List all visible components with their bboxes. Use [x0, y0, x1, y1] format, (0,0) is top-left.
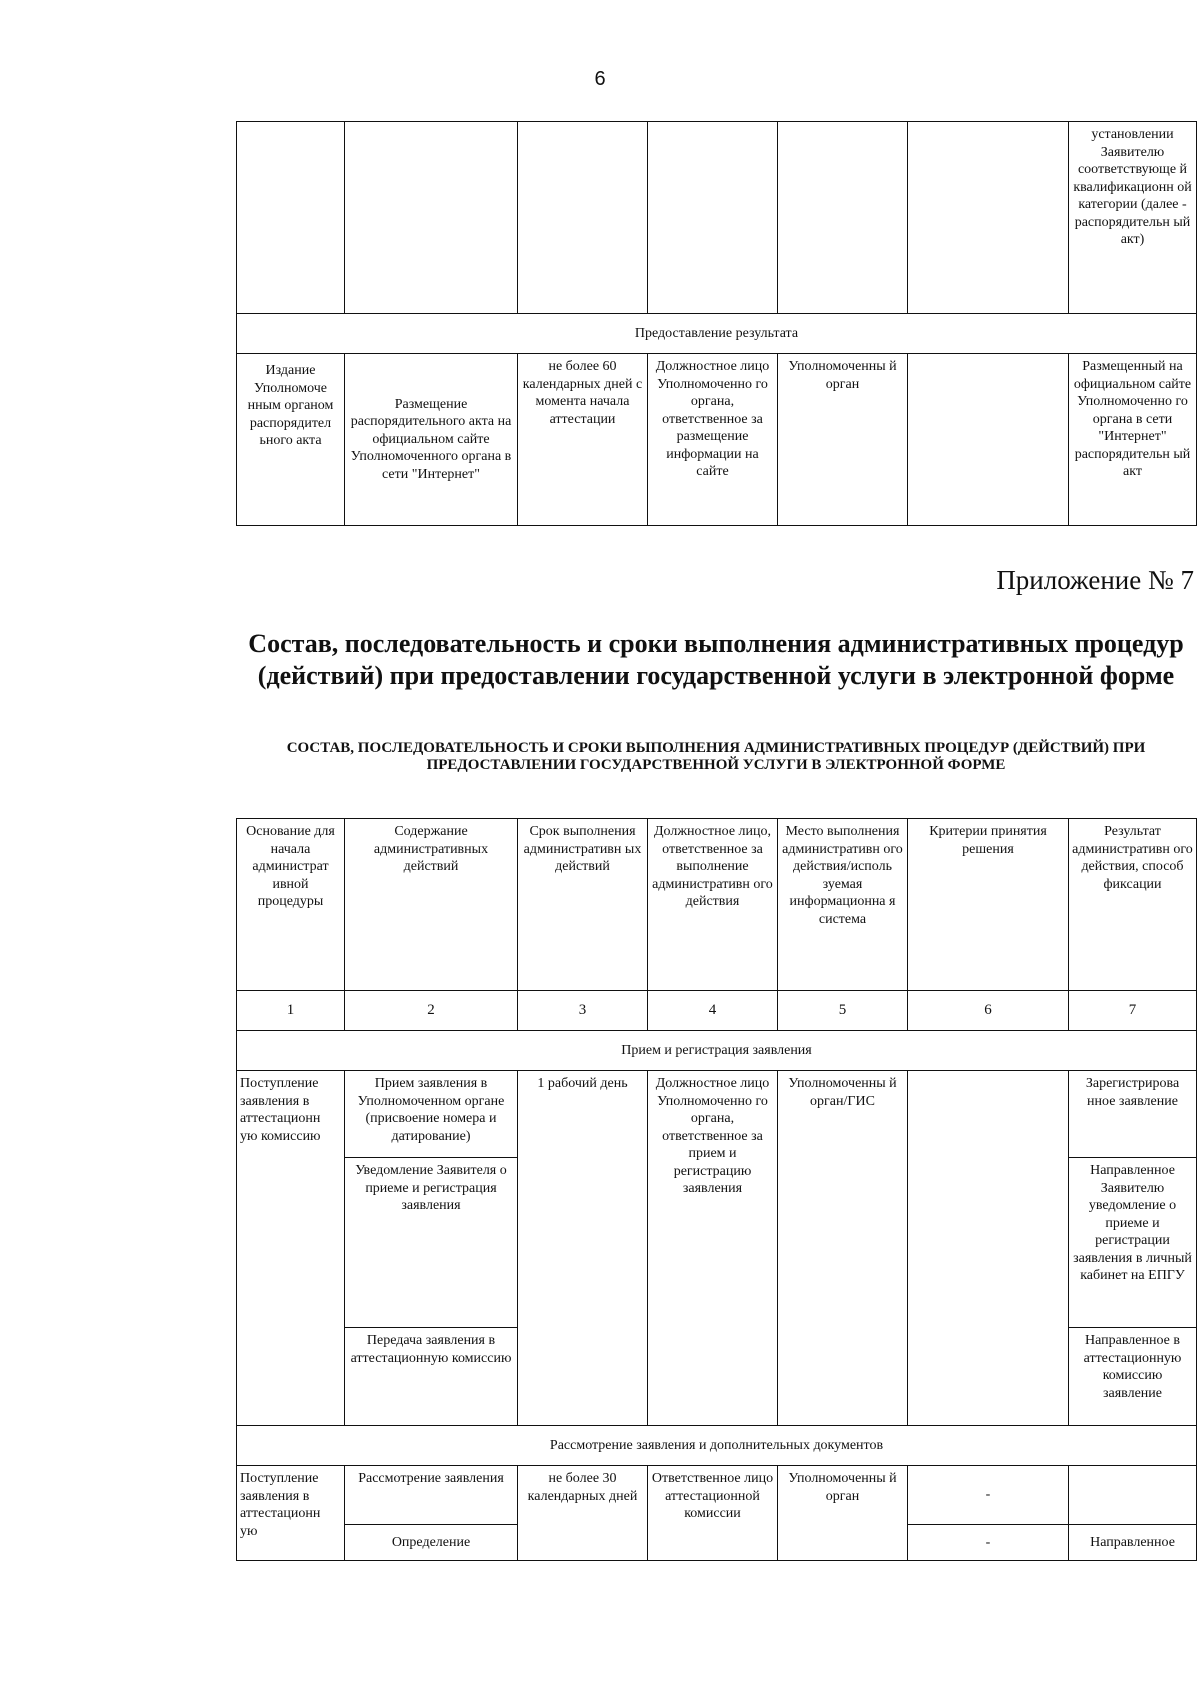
- review-place-cell: Уполномоченны й орган: [778, 1466, 908, 1561]
- document-title: Состав, последовательность и сроки выполнения административных процедур (действий) при предоставлении государственной услуги в электронной форме: [248, 629, 1184, 690]
- result-basis-cell: Издание Уполномоче нным органом распорядител ьного акта: [237, 354, 345, 526]
- notification-action-cell: Уведомление Заявителя о приеме и регистрация заявления: [345, 1158, 518, 1328]
- header-term: Срок выполнения административн ых действий: [518, 819, 648, 991]
- result-official-cell: Должностное лицо Уполномоченно го органа, ответственное за размещение информации на сайте: [648, 354, 778, 526]
- review-result-cell: [1069, 1466, 1197, 1525]
- result-action-cell: Размещение распорядительного акта на официальном сайте Уполномоченного органа в сети "Интернет": [345, 354, 518, 526]
- top-table: [236, 121, 1197, 526]
- empty-cell: [648, 122, 778, 314]
- notification-result-cell: Направленное Заявителю уведомление о приеме и регистрации заявления в личный кабинет на ЕПГУ: [1069, 1158, 1197, 1328]
- empty-cell: [237, 122, 345, 314]
- column-number: 4: [648, 991, 778, 1031]
- section-heading-result: Предоставление результата: [237, 314, 1197, 354]
- empty-cell: [518, 122, 648, 314]
- header-result: Результат административн ого действия, способ фиксации: [1069, 819, 1197, 991]
- review-basis-cell: Поступление заявления в аттестационн ую: [237, 1466, 345, 1561]
- transfer-result-cell: Направленное в аттестационную комиссию заявление: [1069, 1328, 1197, 1426]
- reception-term-cell: 1 рабочий день: [518, 1071, 648, 1426]
- page-number: 6: [594, 68, 606, 90]
- header-basis: Основание для начала администрат ивной процедуры: [237, 819, 345, 991]
- continued-result-cell: установлении Заявителю соответствующе й квалификационн ой категории (далее - распорядительн ый акт): [1069, 122, 1197, 314]
- column-number: 2: [345, 991, 518, 1031]
- procedures-table: [236, 818, 1197, 1561]
- column-number: 1: [237, 991, 345, 1031]
- empty-cell: [778, 122, 908, 314]
- reception-criteria-cell: [908, 1071, 1069, 1426]
- result-result-cell: Размещенный на официальном сайте Уполномоченно го органа в сети "Интернет" распорядительн ый акт: [1069, 354, 1197, 526]
- section-heading-reception: Прием и регистрация заявления: [237, 1031, 1197, 1071]
- reception-result-cell: Зарегистрирова нное заявление: [1069, 1071, 1197, 1158]
- reception-official-cell: Должностное лицо Уполномоченно го органа, ответственное за прием и регистрацию заявления: [648, 1071, 778, 1426]
- column-number: 7: [1069, 991, 1197, 1031]
- reception-basis-cell: Поступление заявления в аттестационн ую комиссию: [237, 1071, 345, 1426]
- header-content: Содержание административных действий: [345, 819, 518, 991]
- section-heading-review: Рассмотрение заявления и дополнительных документов: [237, 1426, 1197, 1466]
- result-place-cell: Уполномоченны й орган: [778, 354, 908, 526]
- header-place: Место выполнения административн ого действия/исполь зуемая информационна я система: [778, 819, 908, 991]
- result-criteria-cell: [908, 354, 1069, 526]
- column-number: 3: [518, 991, 648, 1031]
- determination-action-cell: Определение: [345, 1525, 518, 1561]
- review-term-cell: не более 30 календарных дней: [518, 1466, 648, 1561]
- reception-action-cell: Прием заявления в Уполномоченном органе (присвоение номера и датирование): [345, 1071, 518, 1158]
- empty-cell: [908, 122, 1069, 314]
- reception-place-cell: Уполномоченны й орган/ГИС: [778, 1071, 908, 1426]
- header-criteria: Критерии принятия решения: [908, 819, 1069, 991]
- column-number: 5: [778, 991, 908, 1031]
- result-term-cell: не более 60 календарных дней с момента начала аттестации: [518, 354, 648, 526]
- appendix-label: Приложение № 7: [996, 565, 1194, 595]
- empty-cell: [345, 122, 518, 314]
- determination-result-cell: Направленное: [1069, 1525, 1197, 1561]
- transfer-action-cell: Передача заявления в аттестационную комиссию: [345, 1328, 518, 1426]
- column-number: 6: [908, 991, 1069, 1031]
- table-caption: СОСТАВ, ПОСЛЕДОВАТЕЛЬНОСТЬ И СРОКИ ВЫПОЛНЕНИЯ АДМИНИСТРАТИВНЫХ ПРОЦЕДУР (ДЕЙСТВИЙ) ПРИ ПРЕДОСТАВЛЕНИИ ГОСУДАРСТВЕННОЙ УСЛУГИ В ЭЛЕКТРОННОЙ ФОРМЕ: [286, 740, 1146, 773]
- determination-criteria-cell: -: [908, 1525, 1069, 1561]
- review-action-cell: Рассмотрение заявления: [345, 1466, 518, 1525]
- header-official: Должностное лицо, ответственное за выполнение административн ого действия: [648, 819, 778, 991]
- review-official-cell: Ответственное лицо аттестационной комиссии: [648, 1466, 778, 1561]
- review-criteria-cell: -: [908, 1466, 1069, 1525]
